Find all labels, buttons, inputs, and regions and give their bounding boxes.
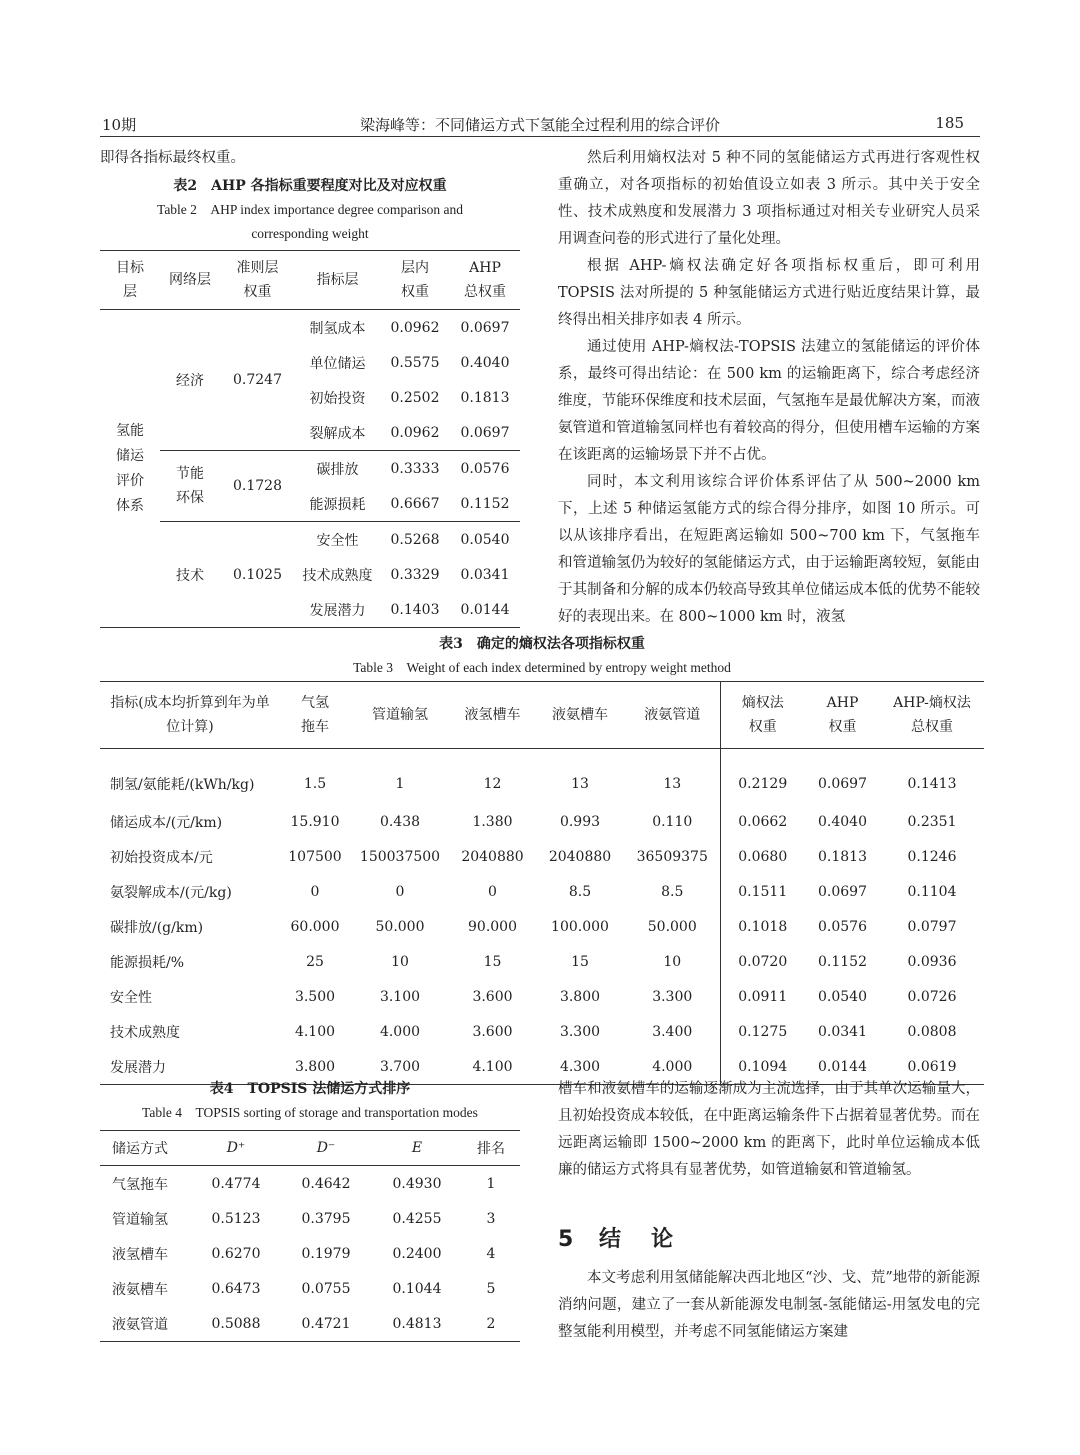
table4-row-label: 管道输氢 xyxy=(112,1211,168,1228)
table3-cell: 0 xyxy=(395,883,405,900)
table4-header-row xyxy=(100,1131,520,1166)
table3-cell: 0.1094 xyxy=(720,1049,805,1085)
table4-cell: 0.6473 xyxy=(211,1280,261,1297)
table2-total-weight: 0.0576 xyxy=(460,460,510,477)
table3-cell: 3.600 xyxy=(472,988,513,1005)
table3-cell: 10 xyxy=(391,953,409,970)
table4-cell: 5 xyxy=(486,1280,496,1297)
table3-cell: 0.0697 xyxy=(818,775,867,792)
table3-cell: 0.0808 xyxy=(907,1023,957,1040)
table4-header-col: D⁻ xyxy=(280,1131,372,1166)
table3-caption-en: Table 3 Weight of each index determined by entropy weight method xyxy=(353,660,731,675)
table2-indicator: 裂解成本 xyxy=(295,415,380,451)
table2-header-ahp-weight: AHP 总权重 xyxy=(450,251,520,310)
table3-row-label: 技术成熟度 xyxy=(110,1024,180,1041)
table3-cell: 0.2129 xyxy=(720,749,805,805)
table4-row-label: 液氢槽车 xyxy=(112,1246,168,1263)
section-title: 结 论 xyxy=(598,1227,677,1252)
table2 xyxy=(100,250,520,628)
table4-cell: 0.1979 xyxy=(301,1245,351,1262)
table3-cell: 0 xyxy=(488,883,497,900)
table4-header-col: E xyxy=(372,1131,462,1166)
table-row xyxy=(100,944,984,979)
table3-cell: 0.1813 xyxy=(818,848,867,865)
table3-body xyxy=(100,749,984,1085)
table3-cell: 0.4040 xyxy=(818,813,867,830)
table2-group-name: 技术 xyxy=(160,522,220,628)
table-row xyxy=(100,979,984,1014)
table2-total-weight: 0.1152 xyxy=(450,486,520,522)
section-heading xyxy=(558,1222,677,1253)
table3-cell: 90.000 xyxy=(468,918,517,935)
page-number: 185 xyxy=(935,114,964,132)
table3-cell: 10 xyxy=(663,953,682,970)
table3-cell: 2040880 xyxy=(461,848,524,865)
running-title: 梁海峰等：不同储运方式下氢能全过程利用的综合评价 xyxy=(359,116,720,134)
table3-cell: 15 xyxy=(483,953,502,970)
table3-cell: 13 xyxy=(571,775,589,792)
table2-inner-weight: 0.6667 xyxy=(380,486,450,522)
table3-row-label: 能源损耗/% xyxy=(110,954,185,971)
table3-header-col: 熵权法权重 xyxy=(720,682,805,749)
right-column-top xyxy=(558,145,980,631)
table2-inner-weight: 0.0962 xyxy=(390,319,440,336)
table4-header-col: 排名 xyxy=(462,1131,520,1166)
table2-inner-weight: 0.3329 xyxy=(390,566,440,583)
table2-inner-weight: 0.2502 xyxy=(390,389,440,406)
table2-indicator: 安全性 xyxy=(316,532,359,549)
table3-cell: 0.1018 xyxy=(720,909,805,944)
table2-total-weight: 0.0697 xyxy=(450,415,520,451)
left-intro-text: 即得各指标最终权重。 xyxy=(100,150,245,166)
table3-cell: 0.0911 xyxy=(720,979,805,1014)
table4-cell: 0.4774 xyxy=(211,1175,261,1192)
table2-total-weight: 0.0341 xyxy=(460,566,510,583)
table3-cell: 4.100 xyxy=(450,1049,535,1085)
table3-cell: 1.380 xyxy=(472,813,513,830)
table3-cell: 0.0576 xyxy=(818,918,867,935)
issue-label: 10期 xyxy=(102,116,137,134)
table4-cell: 0.5088 xyxy=(192,1306,280,1342)
table4-header-col: D⁺ xyxy=(192,1131,280,1166)
table2-inner-weight: 0.5268 xyxy=(390,531,440,548)
table3-cell: 3.300 xyxy=(559,1023,601,1040)
table3-cell: 15 xyxy=(571,953,589,970)
table4-body xyxy=(100,1166,520,1342)
table4-cell: 3 xyxy=(486,1210,496,1227)
table3-caption-cn: 表3 确定的熵权法各项指标权重 xyxy=(439,636,645,652)
table-row xyxy=(100,1201,520,1236)
table3-cell: 50.000 xyxy=(647,918,697,935)
table3-header-col: 气氢拖车 xyxy=(280,682,350,749)
table-row xyxy=(100,804,984,839)
table2-total-weight: 0.4040 xyxy=(460,354,510,371)
table4-cell: 0.4255 xyxy=(392,1210,442,1227)
table-row xyxy=(100,909,984,944)
paragraph: 然后利用熵权法对 5 种不同的氢能储运方式再进行客观性权重确立，对各项指标的初始值设立如表 3 所示。其中关于安全性、技术成熟度和发展潜力 3 项指标通过对相关专业研究人员采用调查问卷的形式进行了量化处理。 xyxy=(558,150,980,247)
table3-header-col: 液氢槽车 xyxy=(450,682,535,749)
table3-cell: 1.5 xyxy=(303,775,327,792)
table3-cell: 0.2351 xyxy=(907,813,957,830)
table2-indicator: 碳排放 xyxy=(316,461,359,478)
table3-cell: 2040880 xyxy=(548,848,612,865)
section-number: 5 xyxy=(558,1227,578,1252)
table4-cell: 0.5123 xyxy=(211,1210,261,1227)
table-row xyxy=(100,522,520,558)
table3-header-col: 管道输氢 xyxy=(350,682,450,749)
table2-total-weight: 0.0144 xyxy=(450,592,520,628)
table3-cell: 0.1152 xyxy=(818,953,867,970)
table3-header-col: AHP 权重 xyxy=(805,682,880,749)
right-bottom-paragraph: 槽车和液氨槽车的运输逐渐成为主流选择，由于其单次运输量大，且初始投资成本较低，在中距离运输条件下占据着显著优势。而在远距离运输即 1500~2000 km 的距离下，此时单位运输成本低廉的储运方式将具有显著优势，如管道输氨和管道输氢。 xyxy=(558,1081,980,1178)
table4-cell: 0.4813 xyxy=(372,1306,462,1342)
table3 xyxy=(100,681,984,1085)
table3-row-label: 储运成本/(元/km) xyxy=(110,814,223,831)
table2-total-weight: 0.1813 xyxy=(460,389,510,406)
table4-cell: 1 xyxy=(486,1175,496,1192)
table3-cell: 0.1275 xyxy=(720,1014,805,1049)
table2-group-weight: 0.1025 xyxy=(220,522,295,628)
table2-header-layer-weight: 层内权重 xyxy=(380,251,450,310)
table3-cell: 3.400 xyxy=(652,1023,693,1040)
table-row xyxy=(100,1306,520,1342)
table3-cell: 3.300 xyxy=(652,988,693,1005)
table3-header-col: 液氨管道 xyxy=(625,682,720,749)
table3-cell: 15.910 xyxy=(290,813,340,830)
table3-cell: 0.438 xyxy=(379,813,421,830)
table3-header-row xyxy=(100,682,984,749)
table3-header-col: 液氨槽车 xyxy=(535,682,625,749)
table3-cell: 12 xyxy=(483,775,502,792)
table2-total-weight: 0.0697 xyxy=(460,319,510,336)
table3-cell: 0.1246 xyxy=(907,848,957,865)
table4-cell: 0.4642 xyxy=(301,1175,351,1192)
table3-cell: 0.0662 xyxy=(720,804,805,839)
table3-cell: 3.700 xyxy=(350,1049,450,1085)
table3-cell: 0.0680 xyxy=(720,839,805,874)
table2-inner-weight: 0.5575 xyxy=(390,354,440,371)
table-row xyxy=(100,1271,520,1306)
table3-cell: 25 xyxy=(306,953,324,970)
paragraph: 根据 AHP-熵权法确定好各项指标权重后，即可利用 TOPSIS 法对所提的 5 种氢能储运方式进行贴近度结果计算，最终得出相关排序如表 4 所示。 xyxy=(558,258,980,328)
table3-cell: 150037500 xyxy=(359,848,441,865)
table2-indicator: 制氢成本 xyxy=(309,320,366,337)
table2-header-network: 网络层 xyxy=(160,251,220,310)
table2-header-indicator: 指标层 xyxy=(295,251,380,310)
table3-row-label: 安全性 xyxy=(110,989,152,1006)
table4-cell: 2 xyxy=(462,1306,520,1342)
table3-cell: 3.800 xyxy=(280,1049,350,1085)
table2-group-weight: 0.1728 xyxy=(220,451,295,522)
table3-cell: 0.0540 xyxy=(818,988,867,1005)
table3-cell: 0.110 xyxy=(652,813,693,830)
conclusion-paragraph: 本文考虑利用氢储能解决西北地区“沙、戈、荒”地带的新能源消纳问题，建立了一套从新能源发电制氢-氢能储运-用氢发电的完整氢能利用模型，并考虑不同氢能储运方案建 xyxy=(558,1270,980,1340)
table3-cell: 0.0726 xyxy=(907,988,957,1005)
table4-row-label: 液氨管道 xyxy=(100,1306,192,1342)
table3-row-label: 氨裂解成本/(元/kg) xyxy=(110,884,232,901)
table2-header-target: 目标层 xyxy=(100,251,160,310)
table4-cell: 0.2400 xyxy=(392,1245,442,1262)
table3-cell: 50.000 xyxy=(375,918,425,935)
table3-cell: 0.1104 xyxy=(907,883,957,900)
table-row xyxy=(100,1166,520,1202)
table4-caption-en: Table 4 TOPSIS sorting of storage and transportation modes xyxy=(142,1105,478,1120)
table3-row-label: 制氢/氨能耗/(kWh/kg) xyxy=(110,776,255,793)
table2-caption-en-1: Table 2 AHP index importance degree comparison and xyxy=(157,202,463,217)
table-row xyxy=(100,310,520,346)
table-row xyxy=(100,451,520,487)
table4-cell: 0.1044 xyxy=(392,1280,442,1297)
table3-cell: 0 xyxy=(310,883,320,900)
table3-cell: 60.000 xyxy=(290,918,340,935)
table4-row-label: 气氢拖车 xyxy=(112,1176,168,1193)
table4-cell: 4 xyxy=(486,1245,496,1262)
table3-cell: 0.0797 xyxy=(907,918,957,935)
table3-cell: 3.500 xyxy=(294,988,336,1005)
table3-cell: 4.300 xyxy=(535,1049,625,1085)
paragraph: 通过使用 AHP-熵权法-TOPSIS 法建立的氢能储运的评价体系，最终可得出结论：在 500 km 的运输距离下，综合考虑经济维度，节能环保维度和技术层面，气氢拖车是最优解决方案，而液氨管道和管道输氢同样也有着较高的得分，但使用槽车运输的方案在该距离的运输场景下并不占优。 xyxy=(558,339,980,463)
table2-indicator: 能源损耗 xyxy=(295,486,380,522)
table2-target-cell: 氢能储运评价体系 xyxy=(100,310,160,628)
table4-caption-cn: 表4 TOPSIS 法储运方式排序 xyxy=(209,1081,411,1097)
table3-cell: 0.1511 xyxy=(720,874,805,909)
table3-cell: 0.0697 xyxy=(818,883,867,900)
table2-group-weight: 0.7247 xyxy=(220,310,295,451)
table-row xyxy=(100,1236,520,1271)
table3-cell: 0.0936 xyxy=(907,953,957,970)
table3-cell: 3.100 xyxy=(379,988,421,1005)
table3-cell: 107500 xyxy=(288,848,342,865)
paragraph: 同时，本文利用该综合评价体系评估了从 500~2000 km 下，上述 5 种储运氢能方式的综合得分排序，如图 10 所示。可以从该排序看出，在短距离运输如 500~700 km 下，气氢拖车和管道输氢仍为较好的氢能储运方式，由于运输距离较短，氨能由于其制备和分解的成本仍较高导致其单位储运成本低的优势不能较好的表现出来。在 800~1000 km 时，液氢 xyxy=(558,474,980,625)
table3-cell: 8.5 xyxy=(661,883,684,900)
table-row xyxy=(100,874,984,909)
table3-header-indicator: 指标(成本均折算到年为单位计算) xyxy=(100,682,280,749)
table3-cell: 3.800 xyxy=(559,988,601,1005)
table2-total-weight: 0.0540 xyxy=(460,531,510,548)
table2-indicator: 初始投资 xyxy=(309,390,366,407)
page-header xyxy=(100,112,980,137)
table4-header-col: 储运方式 xyxy=(100,1131,192,1166)
table3-cell: 3.600 xyxy=(472,1023,513,1040)
table3-cell: 36509375 xyxy=(636,848,708,865)
table2-inner-weight: 0.1403 xyxy=(380,592,450,628)
table3-cell: 0.0341 xyxy=(818,1023,867,1040)
table2-indicator: 单位储运 xyxy=(309,355,366,372)
table2-indicator: 技术成熟度 xyxy=(302,567,373,584)
table2-group-name: 经济 xyxy=(160,310,220,451)
table2-caption-en-2: corresponding weight xyxy=(251,226,369,241)
table2-inner-weight: 0.0962 xyxy=(380,415,450,451)
table4-cell: 0.3795 xyxy=(301,1210,351,1227)
table3-cell: 0.0144 xyxy=(805,1049,880,1085)
table3-row-label: 发展潜力 xyxy=(100,1049,280,1085)
table4 xyxy=(100,1130,520,1342)
table3-row-label: 碳排放/(g/km) xyxy=(110,919,204,936)
table3-cell: 4.000 xyxy=(379,1023,421,1040)
table-row xyxy=(100,839,984,874)
table3-cell: 100.000 xyxy=(551,918,609,935)
table3-cell: 1 xyxy=(395,775,405,792)
table-row xyxy=(100,1014,984,1049)
table4-cell: 0.4721 xyxy=(280,1306,372,1342)
table3-row-label: 初始投资成本/元 xyxy=(110,849,213,866)
table4-row-label: 液氨槽车 xyxy=(112,1281,168,1298)
table3-cell: 13 xyxy=(663,775,682,792)
table-row xyxy=(100,749,984,805)
table2-caption-cn: 表2 AHP 各指标重要程度对比及对应权重 xyxy=(173,178,447,194)
table3-cell: 4.100 xyxy=(294,1023,336,1040)
table2-group-name: 节能环保 xyxy=(160,451,220,522)
table2-header-row xyxy=(100,251,520,310)
table4-cell: 0.0755 xyxy=(301,1280,351,1297)
table3-cell: 0.1413 xyxy=(907,775,957,792)
table2-indicator: 发展潜力 xyxy=(295,592,380,628)
table3-cell: 0.993 xyxy=(559,813,601,830)
table2-header-criteria: 准则层权重 xyxy=(220,251,295,310)
table3-header-col: AHP-熵权法总权重 xyxy=(880,682,984,749)
table3-cell: 8.5 xyxy=(568,883,592,900)
table4-cell: 0.6270 xyxy=(211,1245,261,1262)
table3-cell: 0.0720 xyxy=(720,944,805,979)
table4-cell: 0.4930 xyxy=(392,1175,442,1192)
table3-cell: 0.0619 xyxy=(880,1049,984,1085)
table3-cell: 4.000 xyxy=(625,1049,720,1085)
table2-inner-weight: 0.3333 xyxy=(390,460,440,477)
